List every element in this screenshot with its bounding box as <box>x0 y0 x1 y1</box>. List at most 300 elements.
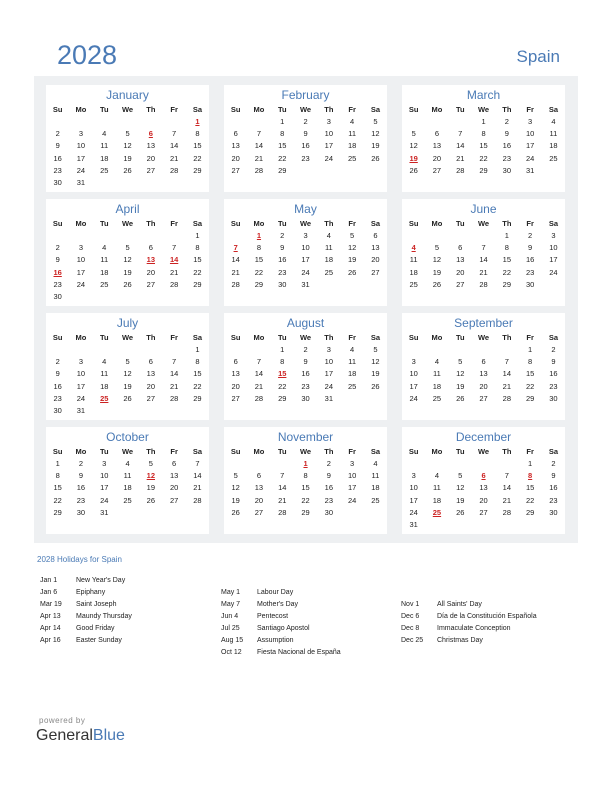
weekday-label: We <box>299 105 312 114</box>
day-cell: 26 <box>231 507 240 517</box>
day-cell: 28 <box>254 165 264 175</box>
day-cell: 4 <box>350 345 355 354</box>
day-cell: 5 <box>458 357 463 367</box>
day-cell: 19 <box>123 153 132 163</box>
day-cell: 29 <box>254 279 264 289</box>
day-cell: 7 <box>172 129 177 139</box>
day-cell <box>69 344 92 356</box>
weekday-header <box>46 217 209 230</box>
day-cell: 30 <box>76 507 86 517</box>
weekday-label: We <box>299 447 312 456</box>
day-cell: 11 <box>100 369 109 379</box>
week-row <box>224 242 387 254</box>
day-cell: 19 <box>146 483 155 493</box>
day-cell <box>93 177 116 189</box>
weekday-label: Th <box>324 219 334 228</box>
week-row <box>224 279 387 291</box>
day-cell: 21 <box>456 153 465 163</box>
day-cell <box>186 507 209 519</box>
week-row <box>402 153 565 165</box>
day-cell <box>495 458 518 470</box>
week-row <box>46 230 209 242</box>
month-may <box>224 199 387 306</box>
weekday-label: Tu <box>277 447 287 456</box>
weekday-header <box>224 445 387 458</box>
day-cell <box>364 393 387 405</box>
week-row <box>46 279 209 291</box>
month-name: February <box>281 88 330 102</box>
weekday-label: Mo <box>431 333 443 342</box>
week-row <box>46 495 209 507</box>
day-cell: 9 <box>326 471 331 481</box>
day-cell: 10 <box>301 243 310 253</box>
brand-blue: Blue <box>92 727 125 744</box>
month-name: June <box>470 202 497 216</box>
day-cell: 4 <box>102 357 107 367</box>
day-cell: 7 <box>256 357 262 367</box>
weekday-label: Su <box>52 219 63 228</box>
weekday-label: Su <box>230 105 241 114</box>
day-cell: 10 <box>76 141 86 151</box>
day-cell: 4 <box>373 459 378 468</box>
day-cell: 6 <box>481 357 486 367</box>
day-cell: 22 <box>525 381 535 391</box>
holiday-item <box>40 623 132 635</box>
holiday-day-cell: 6 <box>148 129 153 139</box>
day-cell: 11 <box>324 243 333 253</box>
day-cell: 12 <box>409 141 418 151</box>
week-row <box>224 165 387 177</box>
day-cell: 24 <box>301 267 310 277</box>
day-cell: 4 <box>326 231 331 240</box>
day-cell <box>46 116 69 128</box>
day-cell: 29 <box>53 507 62 517</box>
holiday-name: All Saints' Day <box>437 601 482 608</box>
week-row <box>402 254 565 266</box>
day-cell: 23 <box>525 267 535 277</box>
weekday-label: Sa <box>192 105 203 114</box>
brand-logo[interactable] <box>36 727 125 745</box>
day-cell: 10 <box>76 369 86 379</box>
day-cell: 20 <box>146 381 155 391</box>
day-cell: 21 <box>479 267 488 277</box>
day-cell: 8 <box>195 357 200 367</box>
day-cell: 9 <box>55 255 60 265</box>
day-cell <box>472 230 495 242</box>
holiday-item <box>401 599 537 611</box>
weekday-label: Sa <box>192 219 203 228</box>
day-cell <box>224 344 247 356</box>
day-cell: 17 <box>76 267 86 277</box>
weekday-label: Su <box>52 333 63 342</box>
weekday-header <box>402 217 565 230</box>
day-cell: 24 <box>525 153 535 163</box>
weekday-label: Fr <box>170 333 178 342</box>
holiday-day-cell: 14 <box>169 255 179 265</box>
day-cell: 19 <box>456 381 465 391</box>
day-cell: 26 <box>347 267 357 277</box>
month-december <box>402 427 565 534</box>
day-cell <box>69 230 92 242</box>
day-cell: 8 <box>303 471 308 481</box>
holiday-name: Assumption <box>257 637 294 645</box>
day-cell <box>425 230 448 242</box>
day-cell: 6 <box>233 129 238 139</box>
day-cell: 4 <box>551 117 556 126</box>
holiday-name: Labour Day <box>257 589 294 596</box>
week-row <box>46 267 209 279</box>
day-cell <box>116 405 139 417</box>
day-cell: 21 <box>502 495 511 505</box>
week-row <box>46 116 209 128</box>
day-cell: 20 <box>231 153 240 163</box>
weekday-label: Fr <box>348 447 356 456</box>
day-cell: 15 <box>479 141 488 151</box>
weekday-label: Su <box>230 447 241 456</box>
day-cell: 2 <box>303 117 308 126</box>
day-cell: 24 <box>76 393 86 403</box>
day-cell: 15 <box>193 141 202 151</box>
weekday-label: We <box>477 333 490 342</box>
week-row <box>402 356 565 368</box>
weekday-label: Mo <box>431 447 443 456</box>
holiday-day-cell: 25 <box>100 393 109 403</box>
month-march <box>402 85 565 192</box>
day-cell: 9 <box>303 357 308 367</box>
day-cell: 1 <box>528 345 533 354</box>
day-cell: 3 <box>350 459 355 468</box>
day-cell: 7 <box>504 471 509 481</box>
holiday-item <box>221 635 341 647</box>
day-cell: 2 <box>504 117 509 126</box>
day-cell: 1 <box>504 231 509 240</box>
day-cell: 22 <box>278 381 287 391</box>
day-cell: 15 <box>502 255 511 265</box>
day-cell: 9 <box>280 243 285 253</box>
day-cell: 29 <box>193 165 202 175</box>
day-cell: 18 <box>371 483 380 493</box>
day-cell: 6 <box>373 231 378 240</box>
week-row <box>46 470 209 482</box>
day-cell: 9 <box>504 129 509 139</box>
day-cell: 20 <box>432 153 442 163</box>
day-cell <box>402 458 425 470</box>
day-cell: 6 <box>256 471 262 481</box>
day-cell: 26 <box>371 381 380 391</box>
holiday-day-cell: 19 <box>409 153 418 163</box>
day-cell <box>93 230 116 242</box>
day-cell <box>162 344 185 356</box>
weekday-label: Fr <box>170 105 178 114</box>
day-cell <box>93 291 116 303</box>
holiday-name: Maundy Thursday <box>76 613 132 621</box>
day-cell: 15 <box>278 141 287 151</box>
day-cell: 28 <box>193 495 202 505</box>
day-cell: 2 <box>528 231 533 240</box>
week-row <box>224 230 387 242</box>
week-row <box>46 368 209 380</box>
day-cell: 11 <box>100 255 109 265</box>
weekday-label: Th <box>502 105 512 114</box>
day-cell <box>69 116 92 128</box>
weekday-label: Su <box>230 333 241 342</box>
day-cell: 29 <box>479 165 488 175</box>
day-cell: 16 <box>53 381 62 391</box>
weekday-label: Fr <box>170 219 178 228</box>
month-name: November <box>277 430 334 444</box>
day-cell: 10 <box>324 357 333 367</box>
day-cell: 19 <box>371 369 380 379</box>
holiday-day-cell: 16 <box>53 267 62 277</box>
week-row <box>46 356 209 368</box>
weekday-label: We <box>477 219 490 228</box>
day-cell <box>340 165 363 177</box>
weekday-label: Tu <box>99 447 109 456</box>
weekday-header <box>46 445 209 458</box>
holiday-name: Christmas Day <box>437 637 483 645</box>
day-cell: 13 <box>254 483 264 493</box>
day-cell: 7 <box>172 243 177 253</box>
day-cell: 25 <box>371 495 380 505</box>
weekday-label: Tu <box>99 333 109 342</box>
day-cell: 18 <box>432 495 442 505</box>
day-cell <box>93 344 116 356</box>
week-row <box>46 393 209 405</box>
holiday-name: Immaculate Conception <box>437 625 511 633</box>
weekday-label: Su <box>230 219 241 228</box>
day-cell: 11 <box>433 483 441 493</box>
weekday-label: Fr <box>526 219 534 228</box>
day-cell: 30 <box>53 177 62 187</box>
day-cell: 25 <box>432 393 442 403</box>
day-cell: 2 <box>55 129 60 139</box>
week-row <box>46 291 209 303</box>
day-cell: 30 <box>525 279 535 289</box>
day-cell: 28 <box>169 165 179 175</box>
day-cell: 19 <box>432 267 442 277</box>
day-cell <box>93 405 116 417</box>
day-cell: 27 <box>371 267 380 277</box>
day-cell <box>162 116 185 128</box>
holiday-item <box>401 635 537 647</box>
day-cell <box>247 458 270 470</box>
day-cell: 14 <box>278 483 287 493</box>
day-cell: 24 <box>76 279 86 289</box>
day-cell: 6 <box>172 459 177 468</box>
day-cell: 25 <box>100 279 109 289</box>
day-cell: 7 <box>172 357 177 367</box>
day-cell: 30 <box>324 507 333 517</box>
day-cell: 1 <box>280 117 285 126</box>
day-cell: 29 <box>525 393 535 403</box>
day-cell: 23 <box>53 165 62 175</box>
day-cell <box>294 165 317 177</box>
day-cell: 14 <box>193 471 202 481</box>
day-cell: 22 <box>502 267 511 277</box>
day-cell: 3 <box>326 117 331 126</box>
month-october <box>46 427 209 534</box>
day-cell: 5 <box>434 243 440 253</box>
day-cell <box>425 344 448 356</box>
week-row <box>224 254 387 266</box>
day-cell <box>317 279 340 291</box>
week-row <box>402 381 565 393</box>
day-cell: 13 <box>169 471 179 481</box>
weekday-label: We <box>299 219 312 228</box>
day-cell: 5 <box>458 471 463 481</box>
day-cell: 4 <box>434 357 440 367</box>
day-cell: 21 <box>169 153 179 163</box>
day-cell: 7 <box>256 129 262 139</box>
weekday-label: Sa <box>548 219 559 228</box>
day-cell: 10 <box>76 255 86 265</box>
day-cell: 24 <box>409 393 418 403</box>
week-row <box>46 128 209 140</box>
weekday-label: Tu <box>455 333 465 342</box>
holiday-day-cell: 7 <box>233 243 238 253</box>
day-cell: 26 <box>371 153 380 163</box>
week-row <box>46 165 209 177</box>
country-title: Spain <box>516 47 560 66</box>
day-cell: 11 <box>409 255 418 265</box>
day-cell: 10 <box>100 471 109 481</box>
day-cell: 9 <box>303 129 308 139</box>
weekday-label: Mo <box>431 105 443 114</box>
weekday-label: Sa <box>370 219 381 228</box>
day-cell: 15 <box>525 483 535 493</box>
day-cell: 26 <box>123 393 132 403</box>
months-grid <box>46 85 566 534</box>
day-cell <box>116 177 139 189</box>
day-cell: 6 <box>148 243 153 253</box>
day-cell: 26 <box>146 495 155 505</box>
day-cell: 17 <box>76 153 86 163</box>
week-row <box>402 230 565 242</box>
day-cell: 7 <box>195 459 200 468</box>
day-cell <box>139 405 162 417</box>
week-row <box>402 116 565 128</box>
day-cell: 26 <box>409 165 418 175</box>
day-cell <box>518 519 541 531</box>
day-cell: 6 <box>148 357 153 367</box>
weekday-label: Th <box>146 105 156 114</box>
weekday-label: We <box>299 333 312 342</box>
day-cell: 8 <box>481 129 486 139</box>
holiday-date: Nov 1 <box>401 601 420 608</box>
day-cell: 24 <box>324 153 333 163</box>
day-cell: 9 <box>55 141 60 151</box>
day-cell: 22 <box>254 267 264 277</box>
day-cell: 10 <box>525 129 535 139</box>
weekday-header <box>402 331 565 344</box>
holiday-item <box>221 611 341 623</box>
day-cell: 25 <box>549 153 558 163</box>
day-cell: 26 <box>456 507 465 517</box>
weekday-label: Su <box>408 447 419 456</box>
weekday-label: Th <box>324 333 334 342</box>
weekday-label: Su <box>52 105 63 114</box>
holiday-item <box>221 587 341 599</box>
day-cell: 19 <box>456 495 465 505</box>
week-row <box>402 267 565 279</box>
day-cell: 15 <box>193 255 202 265</box>
day-cell: 21 <box>502 381 511 391</box>
day-cell <box>162 291 185 303</box>
day-cell <box>402 116 425 128</box>
day-cell: 29 <box>193 393 202 403</box>
day-cell: 28 <box>278 507 287 517</box>
holiday-name: Santiago Apostol <box>257 625 310 633</box>
day-cell: 13 <box>146 369 155 379</box>
holiday-item <box>221 647 341 659</box>
day-cell: 18 <box>432 381 442 391</box>
day-cell: 1 <box>55 459 60 468</box>
day-cell: 21 <box>169 267 179 277</box>
day-cell: 16 <box>549 369 558 379</box>
day-cell <box>139 116 162 128</box>
day-cell: 19 <box>123 381 132 391</box>
day-cell: 31 <box>76 405 86 415</box>
holiday-day-cell: 12 <box>146 471 155 481</box>
week-row <box>402 128 565 140</box>
day-cell: 21 <box>231 267 240 277</box>
week-row <box>402 507 565 519</box>
day-cell: 27 <box>146 393 155 403</box>
day-cell <box>224 230 247 242</box>
day-cell: 8 <box>280 129 285 139</box>
weekday-label: Mo <box>75 447 87 456</box>
day-cell: 21 <box>254 381 264 391</box>
day-cell <box>247 344 270 356</box>
day-cell: 5 <box>148 459 153 468</box>
weekday-label: Mo <box>253 447 265 456</box>
holiday-item <box>221 623 341 635</box>
day-cell: 3 <box>303 231 308 240</box>
day-cell: 20 <box>146 267 155 277</box>
weekday-label: Sa <box>370 447 381 456</box>
day-cell <box>425 519 448 531</box>
month-name: September <box>454 316 513 330</box>
weekday-label: Sa <box>548 333 559 342</box>
weekday-label: Mo <box>253 333 265 342</box>
day-cell: 7 <box>458 129 463 139</box>
week-row <box>224 140 387 152</box>
day-cell: 3 <box>528 117 533 126</box>
day-cell: 4 <box>102 129 107 139</box>
week-row <box>224 495 387 507</box>
holiday-name: Good Friday <box>76 625 115 633</box>
holiday-date: Dec 8 <box>401 625 420 633</box>
day-cell <box>162 177 185 189</box>
day-cell: 30 <box>549 507 558 517</box>
day-cell <box>340 507 363 519</box>
weekday-label: Th <box>146 219 156 228</box>
day-cell: 28 <box>254 393 264 403</box>
day-cell: 28 <box>479 279 488 289</box>
day-cell: 13 <box>479 369 488 379</box>
holiday-date: Apr 16 <box>40 637 61 645</box>
day-cell: 14 <box>254 369 264 379</box>
week-row <box>224 381 387 393</box>
weekday-header <box>224 331 387 344</box>
day-cell: 18 <box>347 141 357 151</box>
day-cell <box>364 165 387 177</box>
day-cell: 31 <box>100 507 109 517</box>
holiday-name: Saint Joseph <box>76 601 117 609</box>
day-cell: 7 <box>504 357 509 367</box>
day-cell: 20 <box>479 381 488 391</box>
week-row <box>46 507 209 519</box>
